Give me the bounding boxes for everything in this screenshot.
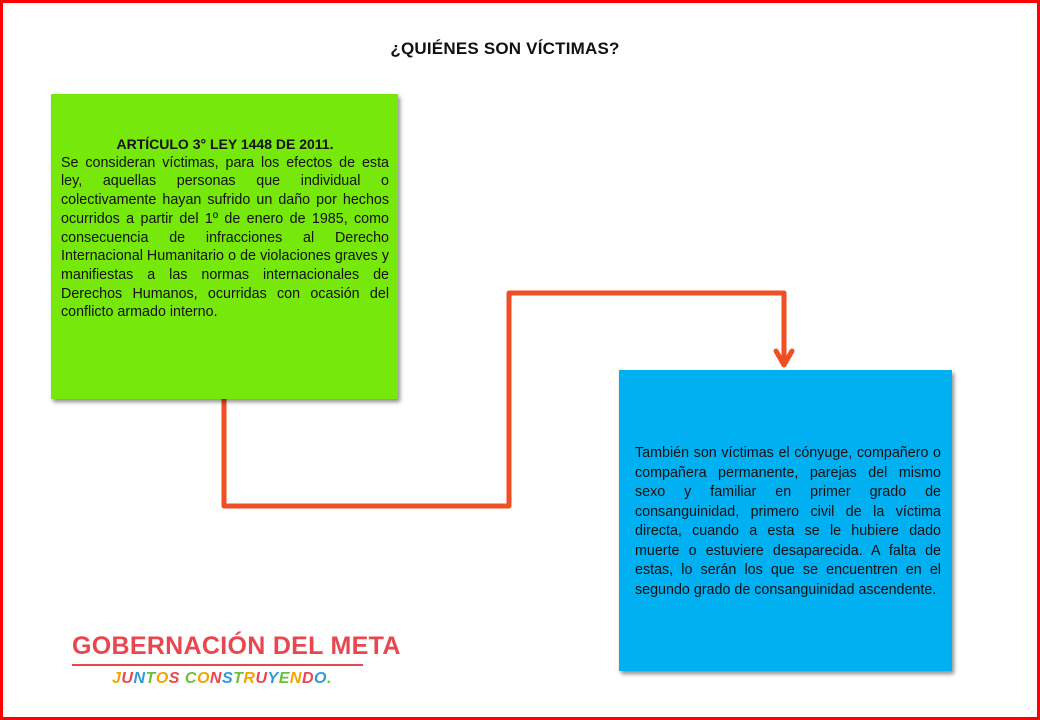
article-box <box>51 94 398 399</box>
slogan-letter: C <box>184 670 197 687</box>
slogan-letter: . <box>326 670 332 687</box>
logo-slogan <box>112 670 332 688</box>
slogan-letter: S <box>221 670 234 687</box>
slogan-letter: O <box>155 670 169 687</box>
slogan-letter: S <box>168 670 180 687</box>
relatives-text: También son víctimas el cónyuge, compañero o compañera permanente, parejas del mismo sexo y familiar en primer grado de consanguinidad, primero civil de la víctima directa, cuando a esta se le hubiere dado muerte o estuviere desaparecida. A falta de estas, lo serán los que se encuentren en el segundo grado de consanguinidad ascendente. <box>635 445 941 598</box>
relatives-box <box>619 370 952 671</box>
slogan-letter: N <box>133 670 146 687</box>
slogan-letter: E <box>278 670 290 687</box>
slogan-letter: N <box>209 670 222 687</box>
slogan-letter: U <box>121 670 134 687</box>
article-heading: ARTÍCULO 3° LEY 1448 DE 2011. <box>116 136 334 152</box>
slogan-letter: D <box>301 670 315 687</box>
slogan-letter: N <box>289 670 302 687</box>
slogan-letter: T <box>233 670 244 687</box>
slogan-letter: U <box>255 670 268 687</box>
gobernacion-logo <box>72 632 401 692</box>
article-text: Se consideran víctimas, para los efectos de esta ley, aquellas personas que individual o colectivamente hayan sufrido un daño por hechos ocurridos a partir del 1º de enero de 1985, como consecuencia de infracciones al Derecho Internacional Humanitario o de violaciones graves y manifiestas a las normas internacionales de Derechos Humanos, ocurridas con ocasión del conflicto armado interno. <box>61 154 389 321</box>
slogan-letter: O <box>314 670 327 687</box>
slogan-letter: R <box>243 670 256 687</box>
slogan-letter: Y <box>267 670 279 687</box>
logo-divider <box>72 664 363 666</box>
slogan-letter: J <box>112 670 122 687</box>
slogan-letter: O <box>196 670 210 687</box>
slide-title: ¿QUIÉNES SON VÍCTIMAS? <box>390 39 620 58</box>
slogan-letter: T <box>145 670 156 687</box>
logo-name: GOBERNACIÓN DEL META <box>72 632 401 660</box>
